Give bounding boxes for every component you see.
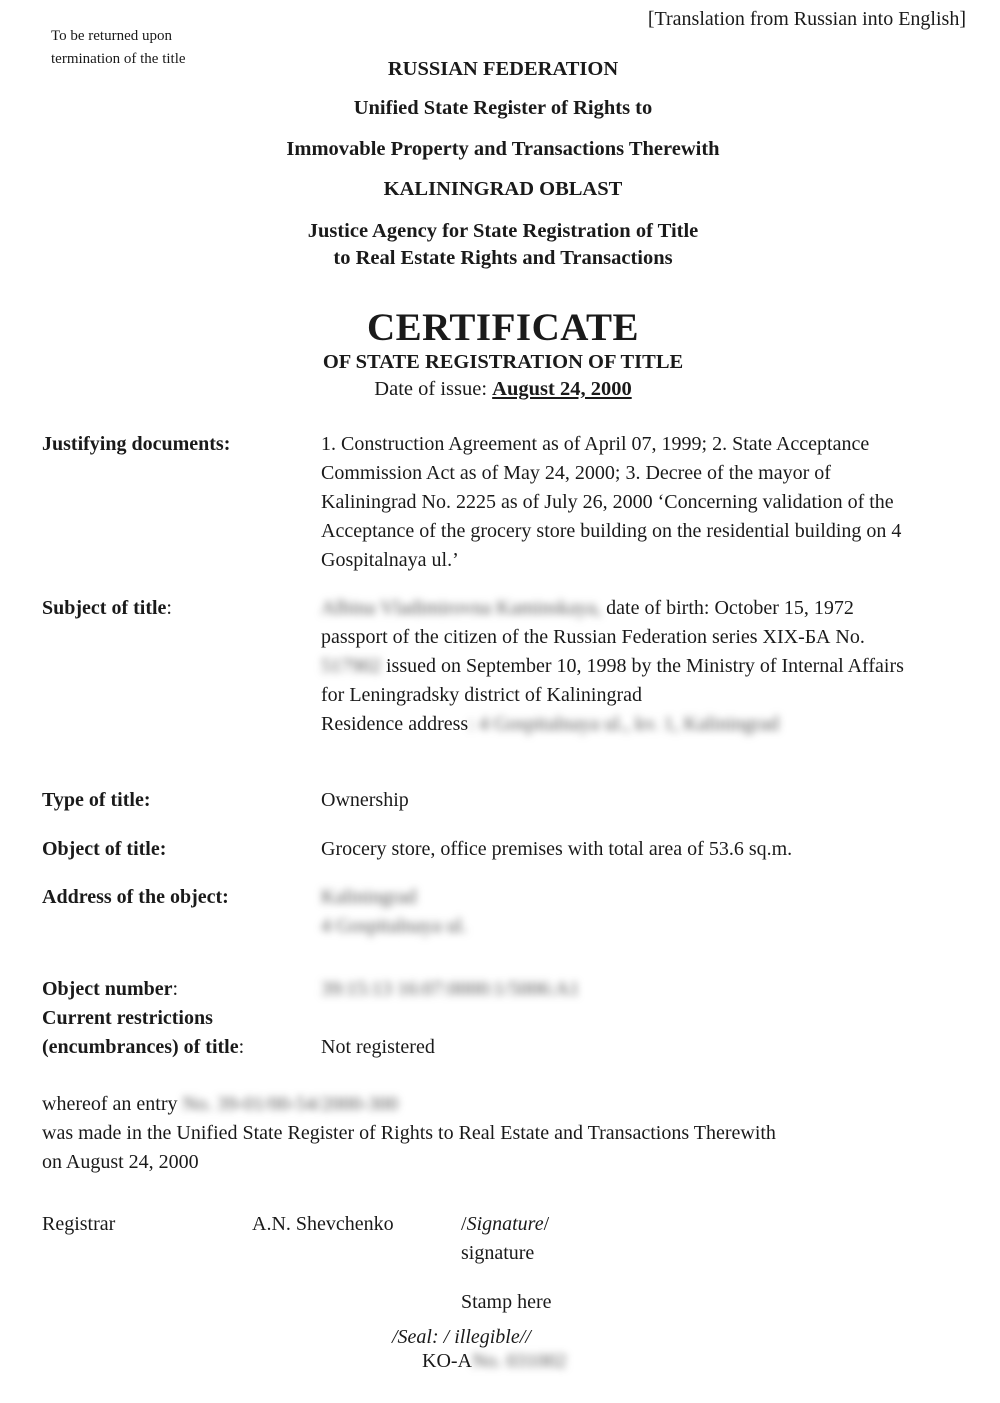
justifying-line: Commission Act as of May 24, 2000; 3. Decree of the mayor of	[321, 462, 831, 484]
signature-placeholder	[461, 1210, 549, 1239]
subject-value	[321, 594, 961, 739]
subject-passport-issue: issued on September 10, 1998 by the Ministry of Internal Affairs	[381, 655, 904, 677]
certificate-title: CERTIFICATE	[366, 306, 640, 349]
restrictions-label-line2	[42, 1033, 244, 1062]
object-label: Object of title:	[42, 838, 167, 860]
issue-date: August 24, 2000	[492, 378, 632, 400]
entry-line-2: was made in the Unified State Register of Rights to Real Estate and Transactions Therewith	[42, 1122, 776, 1144]
subject-line-5	[321, 710, 961, 739]
signature-slash-close: /	[543, 1213, 550, 1235]
header-register-line2: Immovable Property and Transactions Therewith	[286, 138, 720, 160]
restrictions-value: Not registered	[321, 1036, 435, 1058]
subject-line-3	[321, 652, 961, 681]
residence-label: Residence address	[321, 713, 469, 735]
restrictions-label-colon: :	[238, 1036, 245, 1058]
object-number-value	[321, 975, 961, 1004]
header-register-line1: Unified State Register of Rights to	[353, 97, 653, 119]
justifying-line: Gospitalnaya ul.’	[321, 549, 459, 571]
redacted-address-city: Kaliningrad	[321, 886, 417, 908]
subject-birth-date: date of birth: October 15, 1972	[601, 597, 854, 619]
type-value: Ownership	[321, 789, 409, 811]
return-note-line2: termination of the title	[51, 51, 186, 67]
subject-line-4: for Leningradsky district of Kaliningrad	[321, 684, 643, 706]
subject-label	[42, 594, 172, 623]
subject-label-colon: :	[166, 597, 172, 619]
justifying-line: Acceptance of the grocery store building on the residential building on 4	[321, 520, 902, 542]
address-label: Address of the object:	[42, 886, 229, 908]
signature-slash-open: /	[461, 1213, 467, 1235]
header-agency-line1: Justice Agency for State Registration of Title	[307, 220, 699, 242]
redacted-owner-name: Albina Vladimirovna Kaminskaya,	[321, 597, 602, 619]
object-number-label-text: Object number	[42, 978, 173, 1000]
subject-label-text: Subject of title	[42, 597, 167, 619]
signature-italic: Signature	[466, 1213, 544, 1235]
certificate-subtitle: OF STATE REGISTRATION OF TITLE	[322, 351, 684, 373]
subject-line-1	[321, 594, 961, 623]
object-number-label	[42, 975, 178, 1004]
registrar-name: A.N. Shevchenko	[252, 1213, 394, 1235]
redacted-residence-address: : 4 Gospitalnaya ul., kv. 1, Kaliningrad	[468, 713, 780, 735]
redacted-passport-number: 517902	[321, 655, 381, 677]
seal-text: /Seal: / illegible//	[392, 1326, 531, 1348]
justifying-line: 1. Construction Agreement as of April 07, 1999; 2. State Acceptance	[321, 433, 870, 455]
entry-line-1	[42, 1090, 776, 1119]
form-prefix: KO-A	[422, 1350, 472, 1372]
header-agency-line2: to Real Estate Rights and Transactions	[333, 247, 673, 269]
issue-date-line	[0, 378, 1000, 401]
type-label: Type of title:	[42, 789, 151, 811]
stamp-caption: Stamp here	[461, 1291, 552, 1313]
entry-paragraph	[42, 1090, 776, 1177]
translation-note: [Translation from Russian into English]	[647, 8, 966, 30]
object-number-label-colon: :	[172, 978, 179, 1000]
entry-prefix: whereof an entry	[42, 1093, 183, 1115]
entry-line-3: on August 24, 2000	[42, 1151, 199, 1173]
issue-date-label: Date of issue:	[374, 378, 493, 400]
signature-caption: signature	[461, 1242, 535, 1264]
redacted-address-street: 4 Gospitalnaya ul.	[321, 915, 468, 937]
justifying-line: Kaliningrad No. 2225 as of July 26, 2000 ‘Concerning validation of the	[321, 491, 894, 513]
redacted-form-number: No. 031002	[472, 1350, 567, 1372]
address-value	[321, 883, 961, 941]
subject-line-2: passport of the citizen of the Russian Federation series XIX-БА No.	[321, 626, 865, 648]
restrictions-label-line1: Current restrictions	[42, 1007, 213, 1029]
justifying-value	[321, 430, 961, 575]
restrictions-label-line2-text: (encumbrances) of title	[42, 1036, 239, 1058]
redacted-object-number: 39:15:13 16:07:0000:1/5006:А1	[321, 978, 580, 1000]
redacted-entry-number: No. 39-01/00-54/2000-300	[182, 1093, 399, 1115]
restrictions-label	[42, 1004, 244, 1062]
header-oblast: KALININGRAD OBLAST	[383, 178, 623, 200]
object-value: Grocery store, office premises with total area of 53.6 sq.m.	[321, 838, 793, 860]
registrar-role: Registrar	[42, 1213, 116, 1235]
header-country: RUSSIAN FEDERATION	[387, 58, 619, 80]
justifying-label: Justifying documents:	[42, 433, 231, 455]
return-note-line1: To be returned upon	[51, 28, 172, 44]
form-number	[422, 1347, 566, 1376]
